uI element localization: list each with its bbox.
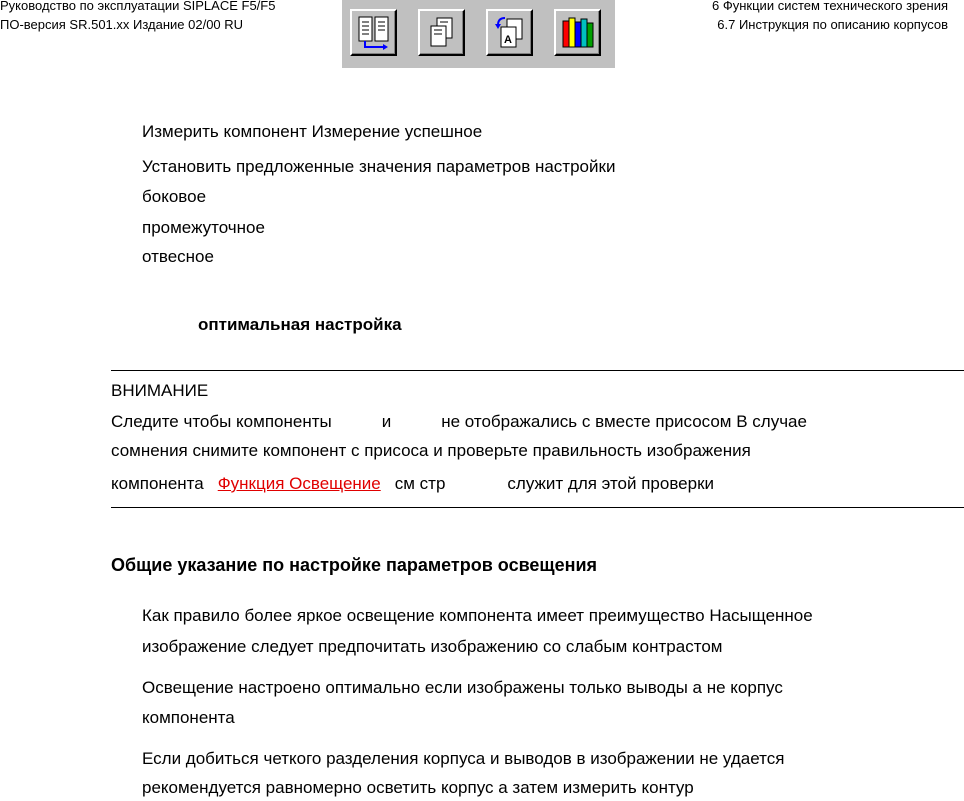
pages-icon bbox=[424, 15, 460, 51]
attention-text: и bbox=[381, 412, 392, 431]
attention-text: см стр bbox=[394, 474, 446, 493]
lighting-paragraph-3-line-2: рекомендуется равномерно осветить корпус а затем измерить контур bbox=[142, 778, 694, 797]
back-page-button[interactable] bbox=[486, 9, 533, 56]
attention-title: ВНИМАНИЕ bbox=[111, 381, 209, 400]
manual-title: Руководство по эксплуатации SIPLACE F5/F5 bbox=[0, 0, 276, 13]
lighting-paragraph-1-line-1: Как правило более яркое освещение компонента имеет преимущество Насыщенное bbox=[142, 606, 813, 625]
attention-line-2: сомнения снимите компонент с присоса и проверьте правильность изображения bbox=[111, 441, 751, 460]
page-reference-link[interactable] bbox=[459, 471, 493, 489]
attention-top-rule bbox=[111, 370, 964, 371]
back-page-icon bbox=[492, 15, 528, 51]
section-title: 6.7 Инструкция по описанию корпусов bbox=[717, 17, 948, 32]
attention-line-3 bbox=[111, 471, 714, 495]
option-intermediate: промежуточное bbox=[142, 218, 265, 237]
document-header-left bbox=[0, 0, 275, 34]
contents-icon bbox=[356, 15, 392, 51]
step-apply-values: Установить предложенные значения параметров настройки bbox=[142, 157, 616, 176]
svg-text:A: A bbox=[504, 34, 512, 46]
attention-text: не отображались с вместе присосом В случае bbox=[441, 412, 807, 431]
navigation-toolbar bbox=[342, 0, 615, 68]
optimal-setting-label: оптимальная настройка bbox=[198, 315, 402, 334]
library-button[interactable] bbox=[554, 9, 601, 56]
option-vertical: отвесное bbox=[142, 247, 214, 266]
attention-text: компонента bbox=[111, 474, 204, 493]
lighting-paragraph-2-line-1: Освещение настроено оптимально если изображены только выводы а не корпус bbox=[142, 678, 783, 697]
document-header-right bbox=[712, 0, 948, 34]
attention-line-1 bbox=[111, 411, 807, 433]
lighting-paragraph-2-line-2: компонента bbox=[142, 708, 235, 727]
chapter-title: 6 Функции систем технического зрения bbox=[712, 0, 948, 13]
attention-text: Следите чтобы компоненты bbox=[111, 412, 332, 431]
attention-bottom-rule bbox=[111, 507, 964, 508]
library-icon bbox=[560, 15, 596, 51]
lighting-paragraph-1-line-2: изображение следует предпочитать изображению со слабым контрастом bbox=[142, 637, 723, 656]
contents-button[interactable] bbox=[350, 9, 397, 56]
software-version: ПО-версия SR.501.xx Издание 02/00 RU bbox=[0, 17, 244, 32]
attention-text: служит для этой проверки bbox=[507, 474, 715, 493]
pages-button[interactable] bbox=[418, 9, 465, 56]
lighting-section-heading: Общие указание по настройке параметров освещения bbox=[111, 555, 598, 575]
option-side: боковое bbox=[142, 187, 207, 206]
lighting-function-link[interactable]: Функция Освещение bbox=[217, 474, 381, 493]
lighting-paragraph-3-line-1: Если добиться четкого разделения корпуса и выводов в изображении не удается bbox=[142, 749, 785, 768]
step-measure: Измерить компонент Измерение успешное bbox=[142, 122, 483, 141]
